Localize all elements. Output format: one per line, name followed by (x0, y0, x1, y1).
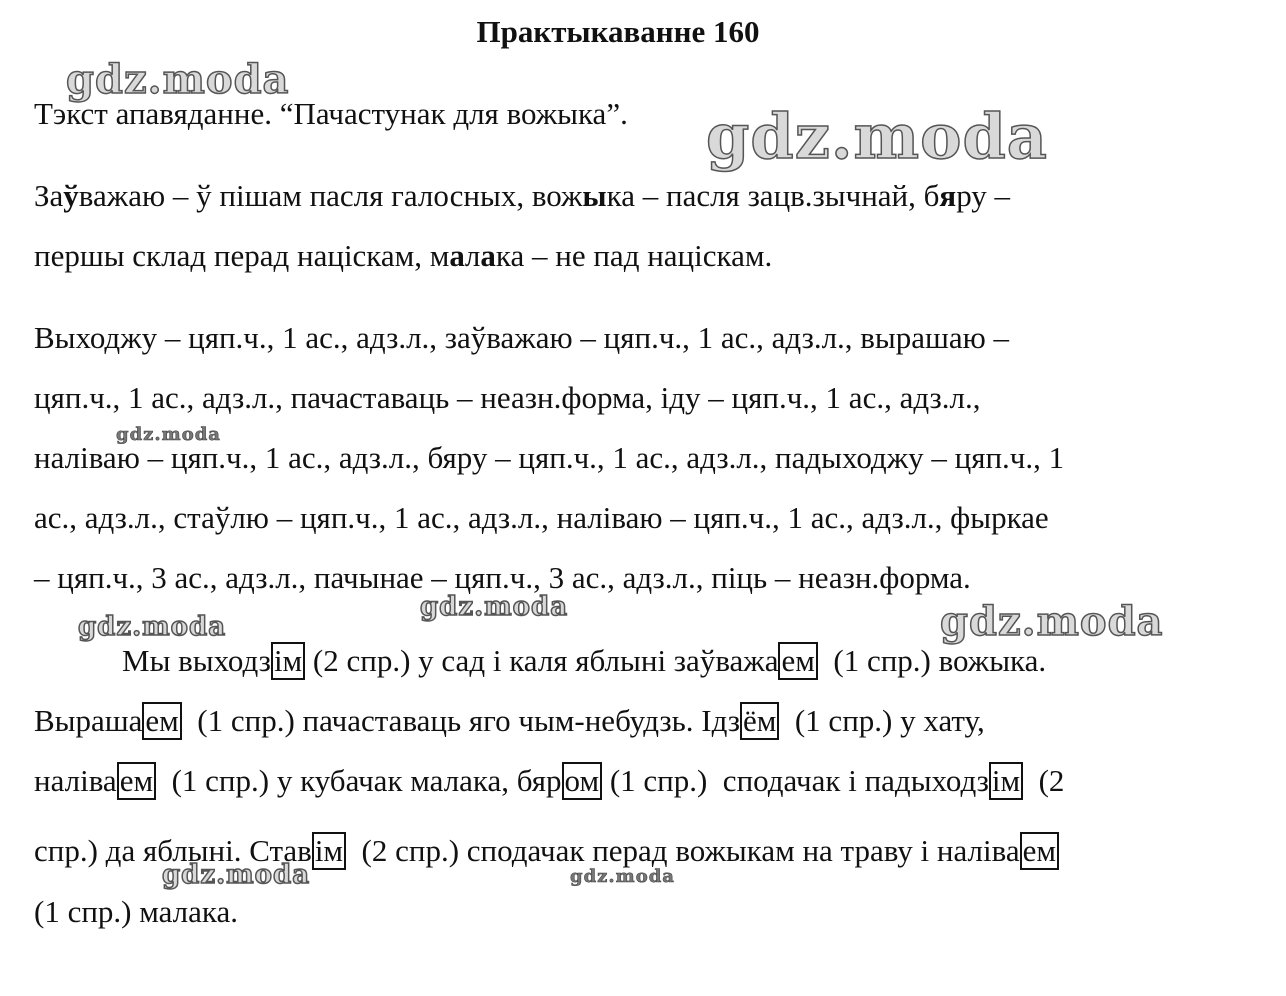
highlighted-letter: ы (582, 178, 607, 213)
text-segment: Выраша (34, 703, 143, 738)
text-line: цяп.ч., 1 ас., адз.л., пачаставаць – неазн.форма, іду – цяп.ч., 1 ас., адз.л., (34, 380, 981, 415)
watermark: gdz.moda (940, 598, 1164, 645)
text-segment: (1 спр.) вожыка. (817, 643, 1047, 678)
text-line: ас., адз.л., стаўлю – цяп.ч., 1 ас., адз.л., наліваю – цяп.ч., 1 ас., адз.л., фыркае (34, 500, 1049, 535)
watermark: gdz.moda (116, 424, 221, 445)
text-segment: (1 спр.) пачаставаць яго чым-небудзь. Ідз (181, 703, 740, 738)
watermark: gdz.moda (162, 860, 311, 890)
highlighted-letter: а (449, 238, 465, 273)
verb-ending-box: ім (989, 762, 1023, 800)
text-line (34, 762, 1064, 800)
verb-ending-box: ем (1020, 832, 1059, 870)
watermark: gdz.moda (78, 612, 227, 642)
verb-ending-box: ом (562, 762, 603, 800)
text-segment: (2 (1023, 763, 1065, 798)
text-line (34, 832, 1059, 870)
text-segment: (1 спр.) у кубачак малака, бяр (156, 763, 562, 798)
text-segment: спр.) да яблыні. Став (34, 833, 312, 868)
text-line (34, 238, 772, 274)
text-segment: л (464, 238, 481, 273)
watermark: gdz.moda (66, 56, 290, 103)
text-segment: ка – пасля зацв.зычнай, б (606, 178, 940, 213)
text-segment: ка – не пад націскам. (495, 238, 773, 273)
text-line: – цяп.ч., 3 ас., адз.л., пачынае – цяп.ч., 3 ас., адз.л., піць – неазн.форма. (34, 560, 971, 595)
verb-ending-box: ем (117, 762, 156, 800)
text-segment: (1 спр.) малака. (34, 894, 239, 929)
watermark: gdz.moda (420, 592, 569, 622)
text-line: наліваю – цяп.ч., 1 ас., адз.л., бяру – цяп.ч., 1 ас., адз.л., падыходжу – цяп.ч., 1 (34, 440, 1065, 475)
text-segment: важаю – ў пішам пасля галосных, вож (78, 178, 583, 213)
verb-ending-box: ім (312, 832, 346, 870)
highlighted-letter: а (480, 238, 496, 273)
text-segment: першы склад перад націскам, м (34, 238, 450, 273)
text-segment: (2 спр.) у сад і каля яблыні заўважа (305, 643, 779, 678)
verb-ending-box: ем (142, 702, 181, 740)
text-line: Тэкст апавяданне. “Пачастунак для вожыка”. (34, 96, 628, 131)
text-line (122, 642, 1046, 680)
verb-ending-box: ем (778, 642, 817, 680)
text-line (34, 178, 1010, 214)
verb-ending-box: ім (271, 642, 305, 680)
text-segment: ру – (956, 178, 1011, 213)
text-line: Выходжу – цяп.ч., 1 ас., адз.л., заўважаю – цяп.ч., 1 ас., адз.л., вырашаю – (34, 320, 1010, 355)
text-segment: Мы выходз (122, 643, 271, 678)
highlighted-letter: я (939, 178, 957, 213)
watermark: gdz.moda (570, 866, 675, 887)
text-segment: наліва (34, 763, 117, 798)
watermark: gdz.moda (706, 100, 1048, 173)
text-segment: (1 спр.) сподачак і падыходз (602, 763, 989, 798)
highlighted-letter: ў (63, 178, 79, 213)
text-line (34, 702, 985, 740)
text-line (34, 894, 238, 930)
page-title: Практыкаванне 160 (476, 14, 760, 49)
text-segment: (2 спр.) сподачак перад вожыкам на траву і наліва (346, 833, 1020, 868)
text-segment: (1 спр.) у хату, (779, 703, 985, 738)
text-segment: За (34, 178, 64, 213)
verb-ending-box: ём (740, 702, 779, 740)
